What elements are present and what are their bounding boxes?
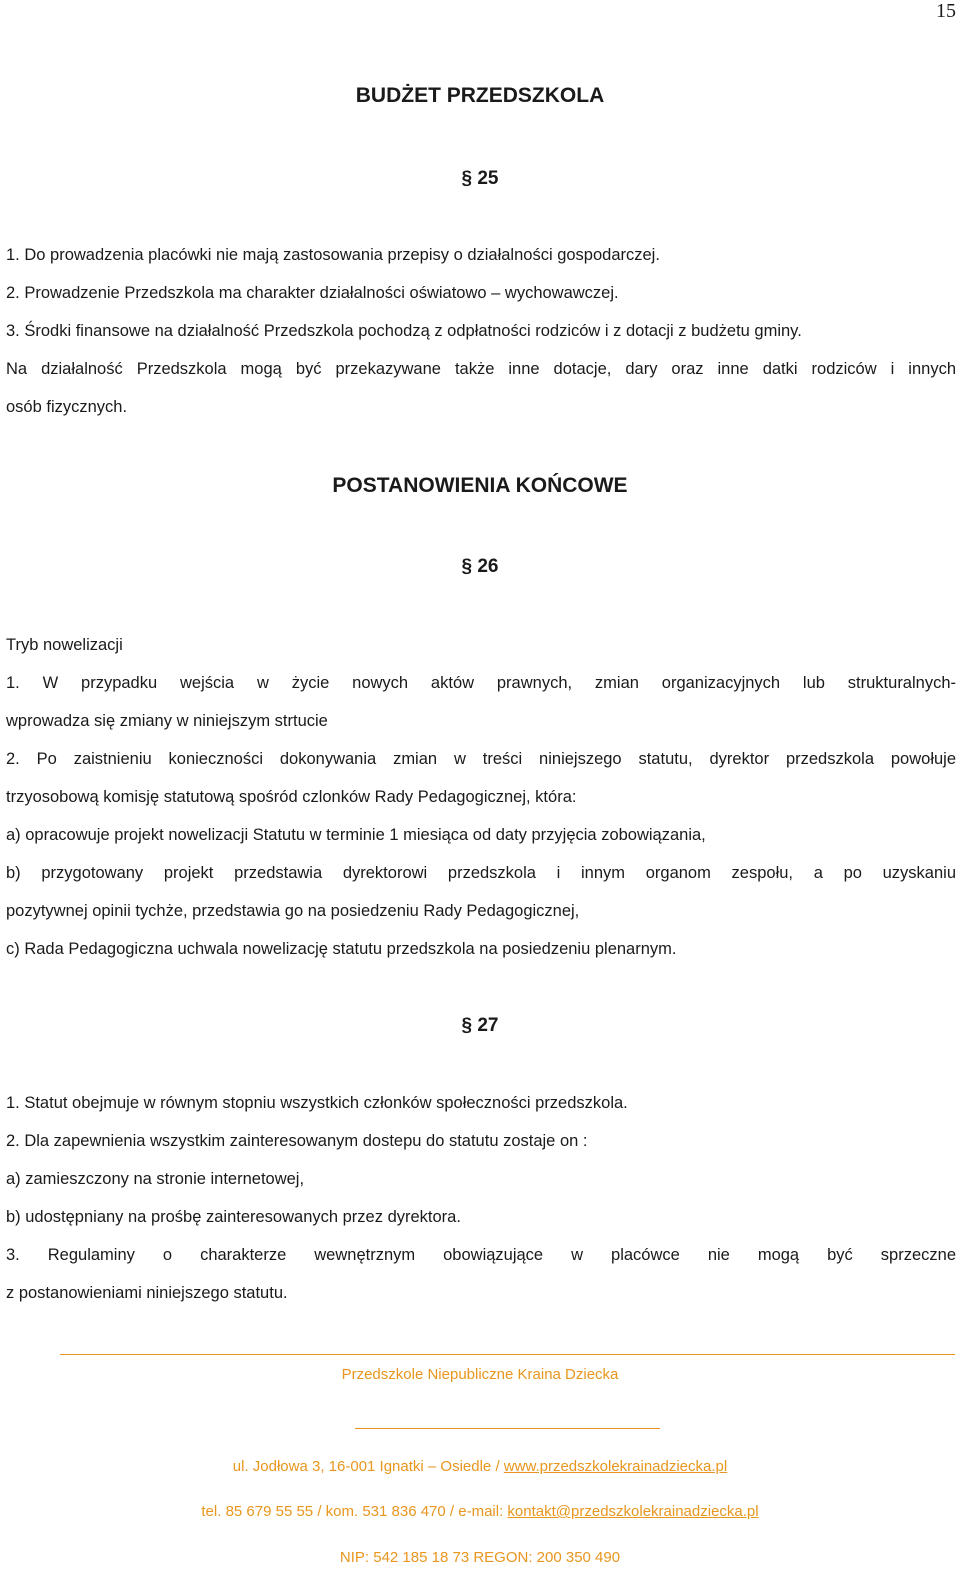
statute-item-3-cont: z postanowieniami niniejszego statutu. <box>6 1284 288 1302</box>
footer-address-line <box>0 1458 960 1475</box>
amendment-item-2: 2. Po zaistnieniu konieczności dokonywania zmian w treści niniejszego statutu, dyrektor przedszkola powołuje <box>6 750 956 768</box>
paragraph-25-heading: § 25 <box>461 168 499 189</box>
amendment-item-1: 1. W przypadku wejścia w życie nowych aktów prawnych, zmian organizacyjnych lub strukturalnych- <box>6 674 956 692</box>
footer-org-name: Przedszkole Niepubliczne Kraina Dziecka <box>341 1366 619 1383</box>
footer-website-link[interactable]: www.przedszkolekrainadziecka.pl <box>503 1458 728 1475</box>
budget-item-2: 2. Prowadzenie Przedszkola ma charakter działalności oświatowo – wychowawczej. <box>6 284 619 302</box>
footer-divider-short <box>355 1428 660 1429</box>
footer-address: ul. Jodłowa 3, 16-001 Ignatki – Osiedle / <box>232 1458 504 1475</box>
amendment-item-c: c) Rada Pedagogiczna uchwala nowelizację statutu przedszkola na posiedzeniu plenarnym. <box>6 940 677 958</box>
section-title-final: POSTANOWIENIA KOŃCOWE <box>332 474 628 497</box>
budget-item-3-end: osób fizycznych. <box>6 398 128 416</box>
budget-item-1: 1. Do prowadzenia placówki nie mają zastosowania przepisy o działalności gospodarczej. <box>6 246 660 264</box>
statute-item-a: a) zamieszczony na stronie internetowej, <box>6 1170 305 1188</box>
amendment-item-2-cont: trzyosobową komisję statutową spośród czlonków Rady Pedagogicznej, która: <box>6 788 577 806</box>
footer-email-link[interactable]: kontakt@przedszkolekrainadziecka.pl <box>507 1503 759 1520</box>
paragraph-27-heading: § 27 <box>461 1015 499 1036</box>
paragraph-26-heading: § 26 <box>461 556 499 577</box>
amendment-item-a: a) opracowuje projekt nowelizacji Statutu w terminie 1 miesiąca od daty przyjęcia zobowiązania, <box>6 826 706 844</box>
section-title-budget: BUDŻET PRZEDSZKOLA <box>355 84 605 107</box>
statute-item-b: b) udostępniany na prośbę zainteresowanych przez dyrektora. <box>6 1208 461 1226</box>
budget-item-3-cont: Na działalność Przedszkola mogą być przekazywane także inne dotacje, dary oraz inne datki rodziców i innych <box>6 360 956 378</box>
footer-divider-top <box>60 1354 955 1355</box>
statute-item-3: 3. Regulaminy o charakterze wewnętrznym obowiązujące w placówce nie mogą być sprzeczne <box>6 1246 956 1264</box>
footer-contact-line <box>0 1503 960 1520</box>
amendment-mode-label: Tryb nowelizacji <box>6 636 123 654</box>
footer-ids: NIP: 542 185 18 73 REGON: 200 350 490 <box>339 1549 621 1566</box>
amendment-item-b-cont: pozytywnej opinii tychże, przedstawia go na posiedzeniu Rady Pedagogicznej, <box>6 902 580 920</box>
page-number: 15 <box>936 0 956 22</box>
footer-phone: tel. 85 679 55 55 / kom. 531 836 470 / e-mail: <box>201 1503 508 1520</box>
statute-item-2: 2. Dla zapewnienia wszystkim zainteresowanym dostepu do statutu zostaje on : <box>6 1132 588 1150</box>
budget-item-3: 3. Środki finansowe na działalność Przedszkola pochodzą z odpłatności rodziców i z dotacji z budżetu gminy. <box>6 322 802 340</box>
amendment-item-1-cont: wprowadza się zmiany w niniejszym strtucie <box>6 712 328 730</box>
statute-item-1: 1. Statut obejmuje w równym stopniu wszystkich członków społeczności przedszkola. <box>6 1094 628 1112</box>
amendment-item-b: b) przygotowany projekt przedstawia dyrektorowi przedszkola i innym organom zespołu, a po uzyskaniu <box>6 864 956 882</box>
